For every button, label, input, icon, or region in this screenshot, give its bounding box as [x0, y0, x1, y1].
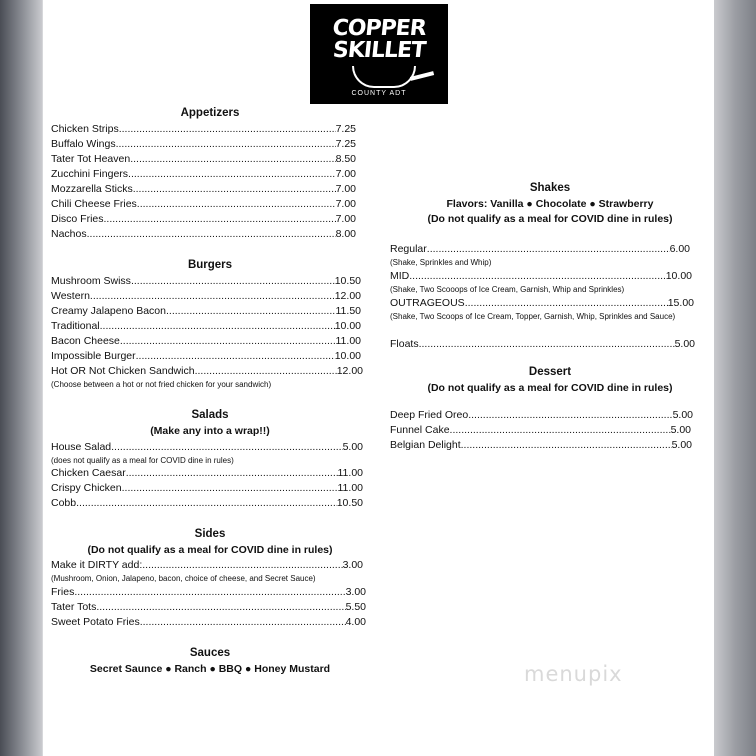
menu-item: Fries ..... 3.00: [51, 586, 366, 599]
item-note: (Choose between a hot or not fried chicken for your sandwich): [51, 380, 272, 389]
menu-item: Cobb ..... 10.50: [51, 497, 363, 510]
menu-item: Bacon Cheese ..... 11.00: [51, 335, 361, 348]
menu-item: Chicken Strips ..... 7.25: [51, 123, 356, 136]
item-note: (Mushroom, Onion, Jalapeno, bacon, choice of cheese, and Secret Sauce): [51, 574, 316, 583]
item-note: (Shake, Two Scoops of Ice Cream, Topper, Garnish, Whip, Sprinkles and Sauce): [390, 312, 676, 321]
logo-line-1: COPPER: [331, 16, 427, 41]
salads-subtitle: (Make any into a wrap!!): [150, 425, 270, 437]
menu-item: Crispy Chicken ..... 11.00: [51, 482, 363, 495]
menu-item: Creamy Jalapeno Bacon ..... 11.50: [51, 305, 361, 318]
dessert-subtitle: (Do not qualify as a meal for COVID dine in rules): [427, 382, 673, 394]
salads-title: Salads: [191, 409, 229, 421]
menu-item: Deep Fried Oreo ..... 5.00: [390, 409, 693, 422]
menu-item: Belgian Delight ..... 5.00: [390, 439, 692, 452]
appetizers-title: Appetizers: [180, 107, 240, 119]
sauces-list: Secret Saunce ● Ranch ● BBQ ● Honey Mustard: [89, 663, 331, 675]
sauces-title: Sauces: [189, 647, 231, 659]
copper-skillet-logo: [310, 4, 448, 104]
menu-item: Mushroom Swiss ..... 10.50: [51, 275, 361, 288]
menu-item: Tater Tot Heaven ..... 8.50: [51, 153, 356, 166]
menu-item: Hot OR Not Chicken Sandwich ..... 12.00: [51, 365, 363, 378]
sides-title: Sides: [194, 528, 226, 540]
item-note: (Shake, Two Scooops of Ice Cream, Garnish, Whip and Sprinkles): [390, 285, 625, 294]
shakes-subtitle: (Do not qualify as a meal for COVID dine in rules): [427, 213, 673, 225]
shakes-title: Shakes: [529, 182, 571, 194]
menu-item: Regular ..... 6.00: [390, 243, 690, 256]
dessert-title: Dessert: [528, 366, 572, 378]
shakes-flavors: Flavors: Vanilla ● Chocolate ● Strawberry: [446, 198, 654, 210]
logo-line-2: SKILLET: [331, 38, 427, 63]
skillet-icon: [352, 66, 416, 88]
menu-item: Zucchini Fingers ..... 7.00: [51, 168, 356, 181]
menu-item: Impossible Burger ..... 10.00: [51, 350, 361, 363]
sides-subtitle: (Do not qualify as a meal for COVID dine in rules): [87, 544, 333, 556]
menu-item: Nachos ..... 8.00: [51, 228, 356, 241]
item-note: (does not qualify as a meal for COVID dine in rules): [51, 456, 234, 465]
menu-item: Chili Cheese Fries ..... 7.00: [51, 198, 356, 211]
menu-item: Traditional ..... 10.00: [51, 320, 361, 333]
menu-item: OUTRAGEOUS ..... 15.00: [390, 297, 694, 310]
menu-item: House Salad ..... 5.00: [51, 441, 363, 454]
menu-item: Funnel Cake ..... 5.00: [390, 424, 691, 437]
menu-item: Disco Fries ..... 7.00: [51, 213, 356, 226]
burgers-title: Burgers: [187, 259, 233, 271]
item-note: (Shake, Sprinkles and Whip): [390, 258, 492, 267]
menu-item: Buffalo Wings ..... 7.25: [51, 138, 356, 151]
menu-item: Sweet Potato Fries ..... 4.00: [51, 616, 366, 629]
menu-item: Western ..... 12.00: [51, 290, 361, 303]
menu-item: Make it DIRTY add: ..... 3.00: [51, 559, 363, 572]
menu-item: Tater Tots ..... 5.50: [51, 601, 366, 614]
menupix-watermark: menupix: [524, 662, 623, 686]
logo-line-3: COUNTY ADT: [351, 90, 407, 97]
menu-item: Chicken Caesar ..... 11.00: [51, 467, 363, 480]
menu-item: MID ..... 10.00: [390, 270, 692, 283]
menu-item: Floats ..... 5.00: [390, 338, 695, 351]
menu-item: Mozzarella Sticks ..... 7.00: [51, 183, 356, 196]
